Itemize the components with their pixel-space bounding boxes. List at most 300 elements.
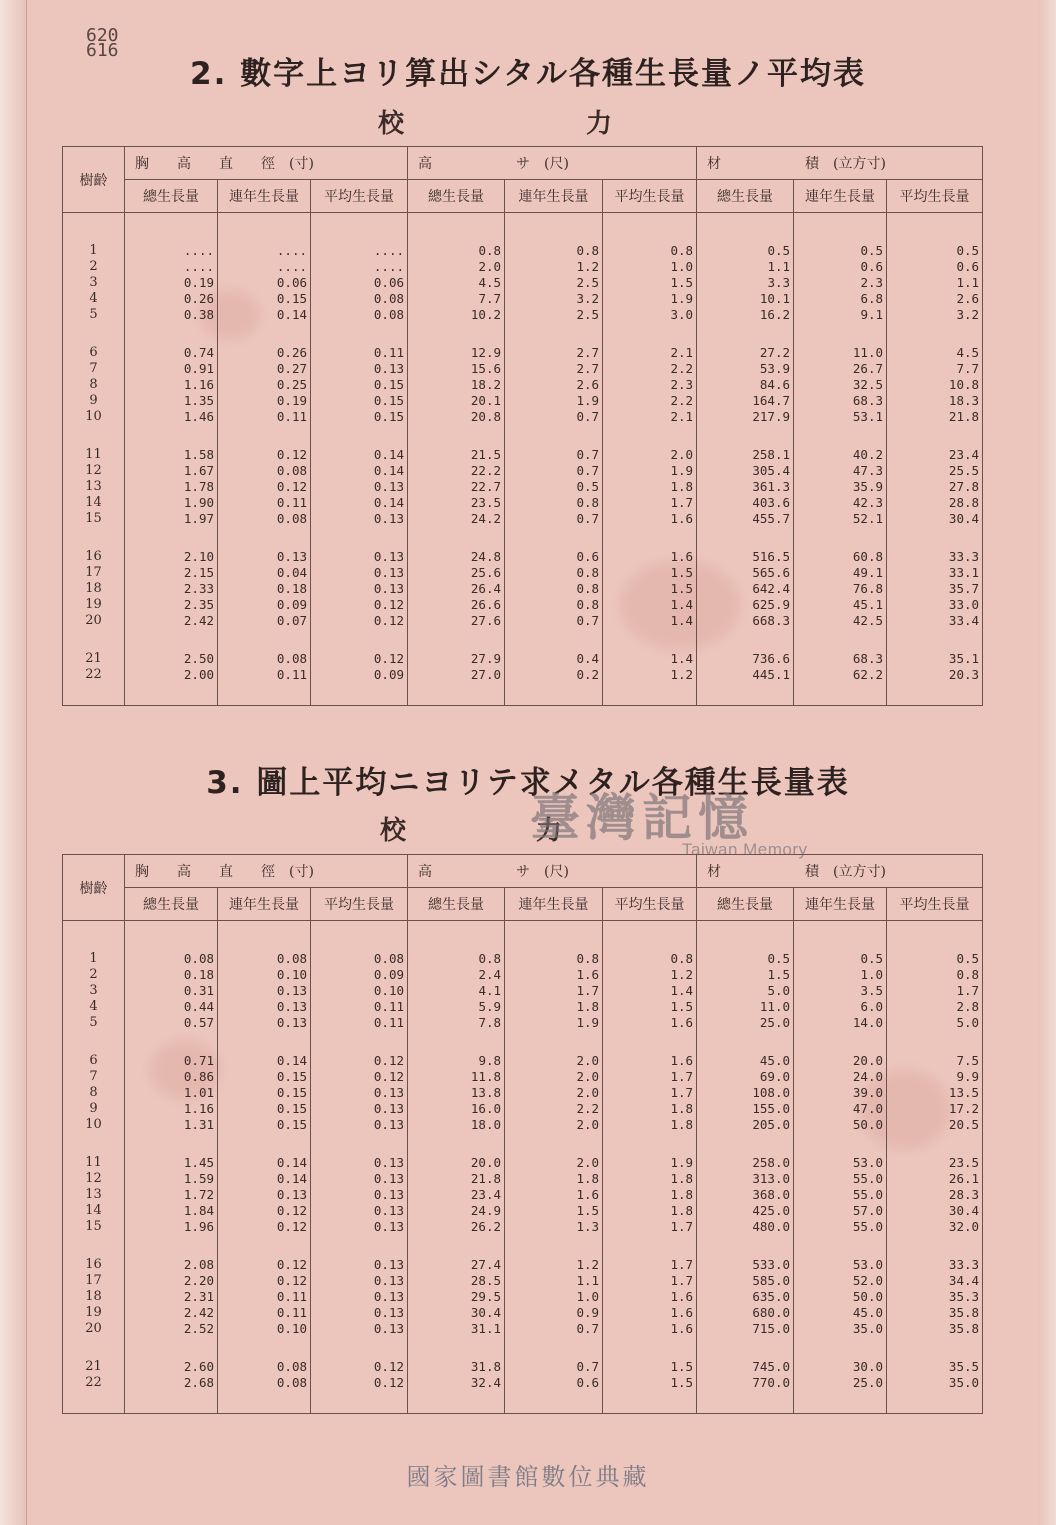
table-row [63, 1219, 983, 1235]
value-cell: 0.15 [218, 1069, 311, 1085]
value-cell: 45.1 [794, 597, 887, 613]
value-cell: 0.12 [311, 1359, 408, 1375]
value-cell: 2.5 [505, 275, 603, 291]
spacer-cell [505, 1235, 603, 1257]
value-cell: 0.11 [311, 1015, 408, 1031]
spacer-cell [505, 1133, 603, 1155]
table-row [63, 983, 983, 999]
value-cell: 0.07 [218, 613, 311, 629]
age-cell: 11 [63, 447, 125, 463]
value-cell: 1.7 [603, 1257, 697, 1273]
value-cell: 668.3 [697, 613, 794, 629]
value-cell: 0.14 [218, 1053, 311, 1069]
value-cell: 0.10 [311, 983, 408, 999]
table-row [63, 259, 983, 275]
value-cell: 1.16 [125, 377, 218, 393]
value-cell: 11.0 [697, 999, 794, 1015]
table-row [63, 651, 983, 667]
value-cell: 11.0 [794, 345, 887, 361]
value-cell: 1.5 [603, 565, 697, 581]
value-cell: 55.0 [794, 1219, 887, 1235]
value-cell: 0.74 [125, 345, 218, 361]
spacer-cell [218, 1391, 311, 1414]
value-cell: 0.5 [697, 951, 794, 967]
value-cell: 28.5 [408, 1273, 505, 1289]
sub-header-row [63, 180, 983, 213]
value-cell: 0.11 [218, 1305, 311, 1321]
value-cell: 0.15 [218, 1101, 311, 1117]
age-cell: 15 [63, 511, 125, 527]
value-cell: 258.1 [697, 447, 794, 463]
spacer-cell [505, 425, 603, 447]
value-cell: 0.13 [311, 1257, 408, 1273]
age-cell: 21 [63, 651, 125, 667]
sub-header: 平均生長量 [311, 888, 408, 921]
spacer-cell [697, 1133, 794, 1155]
spacer-cell [887, 1235, 983, 1257]
value-cell: 33.3 [887, 1257, 983, 1273]
spacer-cell [63, 323, 125, 345]
table-row [63, 667, 983, 683]
spacer-cell [603, 629, 697, 651]
spacer-cell [408, 1133, 505, 1155]
spacer-cell [218, 683, 311, 706]
value-cell: 305.4 [697, 463, 794, 479]
spacer-cell [218, 1337, 311, 1359]
spacer-cell [63, 1337, 125, 1359]
spacer-cell [311, 683, 408, 706]
spacer-cell [697, 1235, 794, 1257]
value-cell: 0.15 [218, 1085, 311, 1101]
value-cell: 0.08 [218, 1359, 311, 1375]
sub-header: 連年生長量 [505, 888, 603, 921]
spacer-cell [887, 921, 983, 952]
value-cell: 0.13 [311, 511, 408, 527]
value-cell: 0.5 [794, 243, 887, 259]
value-cell: 0.04 [218, 565, 311, 581]
spacer-cell [887, 1391, 983, 1414]
value-cell: 0.08 [218, 463, 311, 479]
age-cell: 11 [63, 1155, 125, 1171]
value-cell: 0.18 [218, 581, 311, 597]
sub-header: 總生長量 [125, 180, 218, 213]
value-cell: 2.10 [125, 549, 218, 565]
sub-header: 連年生長量 [218, 180, 311, 213]
value-cell: 0.13 [311, 1321, 408, 1337]
spacer-cell [505, 323, 603, 345]
spacer-cell [603, 323, 697, 345]
value-cell: 27.8 [887, 479, 983, 495]
value-cell: 0.08 [218, 651, 311, 667]
table-row [63, 1117, 983, 1133]
table-row [63, 1305, 983, 1321]
value-cell: 9.8 [408, 1053, 505, 1069]
value-cell: 0.71 [125, 1053, 218, 1069]
value-cell: 2.0 [505, 1155, 603, 1171]
value-cell: 565.6 [697, 565, 794, 581]
value-cell: 24.2 [408, 511, 505, 527]
spacer-cell [794, 1235, 887, 1257]
spacer-cell [697, 323, 794, 345]
value-cell: 3.2 [505, 291, 603, 307]
value-cell: 35.8 [887, 1321, 983, 1337]
value-cell: 1.0 [505, 1289, 603, 1305]
value-cell: 0.86 [125, 1069, 218, 1085]
value-cell: 49.1 [794, 565, 887, 581]
value-cell: 0.4 [505, 651, 603, 667]
value-cell: 1.31 [125, 1117, 218, 1133]
value-cell: 9.9 [887, 1069, 983, 1085]
value-cell: 35.5 [887, 1359, 983, 1375]
value-cell: 0.13 [311, 1273, 408, 1289]
sub-header: 總生長量 [408, 180, 505, 213]
value-cell: 16.0 [408, 1101, 505, 1117]
value-cell: 0.7 [505, 511, 603, 527]
spacer-cell [505, 1031, 603, 1053]
value-cell: 0.11 [218, 495, 311, 511]
value-cell: 33.4 [887, 613, 983, 629]
value-cell: 108.0 [697, 1085, 794, 1101]
value-cell: 0.7 [505, 463, 603, 479]
value-cell: 0.13 [311, 565, 408, 581]
value-cell: 0.7 [505, 409, 603, 425]
value-cell: 0.6 [505, 549, 603, 565]
value-cell: 1.16 [125, 1101, 218, 1117]
table-row [63, 495, 983, 511]
value-cell: 1.5 [603, 999, 697, 1015]
value-cell: 164.7 [697, 393, 794, 409]
spacer-cell [125, 527, 218, 549]
value-cell: 2.2 [505, 1101, 603, 1117]
value-cell: 0.15 [218, 1117, 311, 1133]
volume-group-header: 材 積 (立方寸) [697, 147, 983, 180]
spacer-cell [408, 1391, 505, 1414]
spacer-cell [63, 1133, 125, 1155]
table-row [63, 1069, 983, 1085]
value-cell: 39.0 [794, 1085, 887, 1101]
value-cell: 1.6 [603, 511, 697, 527]
value-cell: 2.1 [603, 345, 697, 361]
table-row [63, 1257, 983, 1273]
value-cell: 0.14 [218, 1171, 311, 1187]
value-cell: 6.0 [794, 999, 887, 1015]
spacer-cell [408, 527, 505, 549]
value-cell: 2.6 [887, 291, 983, 307]
value-cell: 0.14 [311, 447, 408, 463]
table-row [63, 565, 983, 581]
watermark-english: Taiwan Memory [682, 840, 808, 859]
spacer-cell [603, 1235, 697, 1257]
value-cell: 2.52 [125, 1321, 218, 1337]
value-cell: 2.7 [505, 345, 603, 361]
value-cell: 0.13 [311, 1171, 408, 1187]
value-cell: 635.0 [697, 1289, 794, 1305]
value-cell: 20.1 [408, 393, 505, 409]
age-cell: 22 [63, 1375, 125, 1391]
value-cell: 2.50 [125, 651, 218, 667]
table-row [63, 1203, 983, 1219]
spacer-cell [408, 921, 505, 952]
value-cell: 35.0 [887, 1375, 983, 1391]
value-cell: 20.0 [794, 1053, 887, 1069]
value-cell: 2.0 [505, 1085, 603, 1101]
value-cell: 23.5 [408, 495, 505, 511]
age-cell: 9 [63, 1101, 125, 1117]
spacer-cell [408, 425, 505, 447]
value-cell: 1.8 [505, 999, 603, 1015]
value-cell: 0.06 [311, 275, 408, 291]
value-cell: 1.5 [603, 581, 697, 597]
value-cell: 1.2 [505, 259, 603, 275]
value-cell: 361.3 [697, 479, 794, 495]
value-cell: 0.13 [311, 479, 408, 495]
value-cell: 2.08 [125, 1257, 218, 1273]
value-cell: 0.11 [218, 1289, 311, 1305]
value-cell: 1.58 [125, 447, 218, 463]
table3-title: 3. 圖上平均ニヨリテ求メタル各種生長量表 [206, 765, 850, 801]
value-cell: 53.0 [794, 1257, 887, 1273]
value-cell: 4.5 [887, 345, 983, 361]
value-cell: 17.2 [887, 1101, 983, 1117]
table-row [63, 1359, 983, 1375]
spacer-cell [408, 1031, 505, 1053]
age-cell: 13 [63, 1187, 125, 1203]
value-cell: 0.13 [218, 549, 311, 565]
spacer-cell [603, 1031, 697, 1053]
spacer-cell [887, 683, 983, 706]
spacer-cell [603, 921, 697, 952]
spacer-cell [794, 1391, 887, 1414]
value-cell: 1.6 [603, 549, 697, 565]
value-cell: 84.6 [697, 377, 794, 393]
value-cell: 1.7 [603, 1085, 697, 1101]
value-cell: 1.1 [505, 1273, 603, 1289]
height-group-header: 高 サ (尺) [408, 147, 697, 180]
value-cell: 2.3 [603, 377, 697, 393]
value-cell: 0.8 [505, 951, 603, 967]
age-cell: 14 [63, 1203, 125, 1219]
value-cell: 1.90 [125, 495, 218, 511]
spacer-cell [794, 1133, 887, 1155]
age-cell: 5 [63, 307, 125, 323]
age-cell: 16 [63, 1257, 125, 1273]
value-cell: 0.11 [218, 667, 311, 683]
age-cell: 18 [63, 1289, 125, 1305]
spacer-cell [125, 1235, 218, 1257]
value-cell: 0.7 [505, 447, 603, 463]
value-cell: 0.31 [125, 983, 218, 999]
table-row [63, 549, 983, 565]
value-cell: 5.0 [887, 1015, 983, 1031]
spacer-cell [603, 1133, 697, 1155]
value-cell: 1.7 [603, 1069, 697, 1085]
value-cell: 2.8 [887, 999, 983, 1015]
value-cell: 26.4 [408, 581, 505, 597]
value-cell: 2.15 [125, 565, 218, 581]
value-cell: 0.13 [311, 549, 408, 565]
value-cell: 1.7 [505, 983, 603, 999]
value-cell: 12.9 [408, 345, 505, 361]
value-cell: 20.3 [887, 667, 983, 683]
value-cell: .... [311, 259, 408, 275]
value-cell: 15.6 [408, 361, 505, 377]
value-cell: 22.7 [408, 479, 505, 495]
value-cell: 33.1 [887, 565, 983, 581]
spacer-cell [697, 921, 794, 952]
spacer-cell [505, 921, 603, 952]
value-cell: 3.5 [794, 983, 887, 999]
spacer-cell [887, 629, 983, 651]
value-cell: 1.4 [603, 983, 697, 999]
value-cell: 445.1 [697, 667, 794, 683]
value-cell: 0.8 [603, 243, 697, 259]
value-cell: 1.8 [603, 1171, 697, 1187]
value-cell: 0.6 [794, 259, 887, 275]
table-row [63, 345, 983, 361]
page-number-old: 616 [86, 40, 119, 61]
table-row [63, 1321, 983, 1337]
spacer-cell [697, 425, 794, 447]
value-cell: 18.3 [887, 393, 983, 409]
spacer-cell [125, 921, 218, 952]
value-cell: 20.8 [408, 409, 505, 425]
value-cell: 1.6 [505, 1187, 603, 1203]
value-cell: 2.35 [125, 597, 218, 613]
value-cell: 0.13 [218, 999, 311, 1015]
value-cell: 0.14 [218, 1155, 311, 1171]
value-cell: 1.45 [125, 1155, 218, 1171]
value-cell: 0.12 [311, 1375, 408, 1391]
value-cell: 7.7 [408, 291, 505, 307]
table2-body [63, 213, 983, 706]
value-cell: 0.5 [887, 243, 983, 259]
spacer-cell [63, 683, 125, 706]
table-row [63, 463, 983, 479]
spacer-cell [697, 1337, 794, 1359]
value-cell: 0.12 [218, 1203, 311, 1219]
value-cell: 47.3 [794, 463, 887, 479]
value-cell: 0.12 [311, 651, 408, 667]
value-cell: 0.08 [218, 951, 311, 967]
spacer-cell [887, 527, 983, 549]
sub-header: 總生長量 [125, 888, 218, 921]
age-cell: 6 [63, 1053, 125, 1069]
value-cell: 9.1 [794, 307, 887, 323]
value-cell: .... [311, 243, 408, 259]
value-cell: 0.19 [218, 393, 311, 409]
table-row [63, 1155, 983, 1171]
value-cell: 30.0 [794, 1359, 887, 1375]
age-cell: 16 [63, 549, 125, 565]
value-cell: 33.3 [887, 549, 983, 565]
sub-header: 連年生長量 [505, 180, 603, 213]
age-cell: 2 [63, 259, 125, 275]
value-cell: 1.3 [505, 1219, 603, 1235]
spacer-cell [63, 425, 125, 447]
age-cell: 15 [63, 1219, 125, 1235]
value-cell: 0.12 [311, 597, 408, 613]
value-cell: 0.12 [311, 613, 408, 629]
spacer-cell [311, 1031, 408, 1053]
value-cell: 1.5 [697, 967, 794, 983]
spacer-cell [311, 1337, 408, 1359]
table-row [63, 275, 983, 291]
value-cell: 0.13 [311, 1203, 408, 1219]
table-row [63, 967, 983, 983]
table3 [62, 854, 983, 1414]
spacer-cell [63, 629, 125, 651]
sub-header: 連年生長量 [794, 180, 887, 213]
value-cell: 23.4 [408, 1187, 505, 1203]
value-cell: 29.5 [408, 1289, 505, 1305]
spacer-cell [794, 629, 887, 651]
value-cell: 35.3 [887, 1289, 983, 1305]
value-cell: 480.0 [697, 1219, 794, 1235]
value-cell: 715.0 [697, 1321, 794, 1337]
value-cell: 2.7 [505, 361, 603, 377]
value-cell: 0.91 [125, 361, 218, 377]
value-cell: 1.1 [887, 275, 983, 291]
value-cell: 2.4 [408, 967, 505, 983]
spacer-cell [125, 1031, 218, 1053]
value-cell: 0.18 [125, 967, 218, 983]
spacer-cell [125, 1391, 218, 1414]
value-cell: 0.09 [311, 667, 408, 683]
value-cell: 0.12 [218, 1219, 311, 1235]
value-cell: 2.0 [505, 1069, 603, 1085]
spacer-cell [603, 683, 697, 706]
value-cell: 22.2 [408, 463, 505, 479]
value-cell: 1.35 [125, 393, 218, 409]
value-cell: 5.9 [408, 999, 505, 1015]
value-cell: 50.0 [794, 1289, 887, 1305]
value-cell: 1.2 [505, 1257, 603, 1273]
spacer-cell [794, 213, 887, 244]
age-cell: 19 [63, 1305, 125, 1321]
value-cell: 205.0 [697, 1117, 794, 1133]
value-cell: 0.08 [218, 1375, 311, 1391]
value-cell: 2.68 [125, 1375, 218, 1391]
table-row [63, 1273, 983, 1289]
value-cell: 45.0 [697, 1053, 794, 1069]
value-cell: 0.8 [887, 967, 983, 983]
value-cell: .... [125, 259, 218, 275]
value-cell: 0.12 [311, 1053, 408, 1069]
value-cell: 27.6 [408, 613, 505, 629]
value-cell: 21.5 [408, 447, 505, 463]
value-cell: 31.8 [408, 1359, 505, 1375]
value-cell: 642.4 [697, 581, 794, 597]
value-cell: 0.44 [125, 999, 218, 1015]
value-cell: 21.8 [408, 1171, 505, 1187]
spacer-cell [125, 213, 218, 244]
value-cell: 1.9 [505, 1015, 603, 1031]
value-cell: 1.9 [505, 393, 603, 409]
value-cell: 7.8 [408, 1015, 505, 1031]
value-cell: 47.0 [794, 1101, 887, 1117]
value-cell: 1.78 [125, 479, 218, 495]
spacer-cell [125, 629, 218, 651]
value-cell: 10.8 [887, 377, 983, 393]
value-cell: 55.0 [794, 1187, 887, 1203]
value-cell: 1.2 [603, 967, 697, 983]
value-cell: 0.12 [218, 447, 311, 463]
table-row [63, 393, 983, 409]
age-header: 樹齡 [63, 147, 125, 213]
table-row [63, 409, 983, 425]
value-cell: 3.0 [603, 307, 697, 323]
spacer-cell [311, 1133, 408, 1155]
